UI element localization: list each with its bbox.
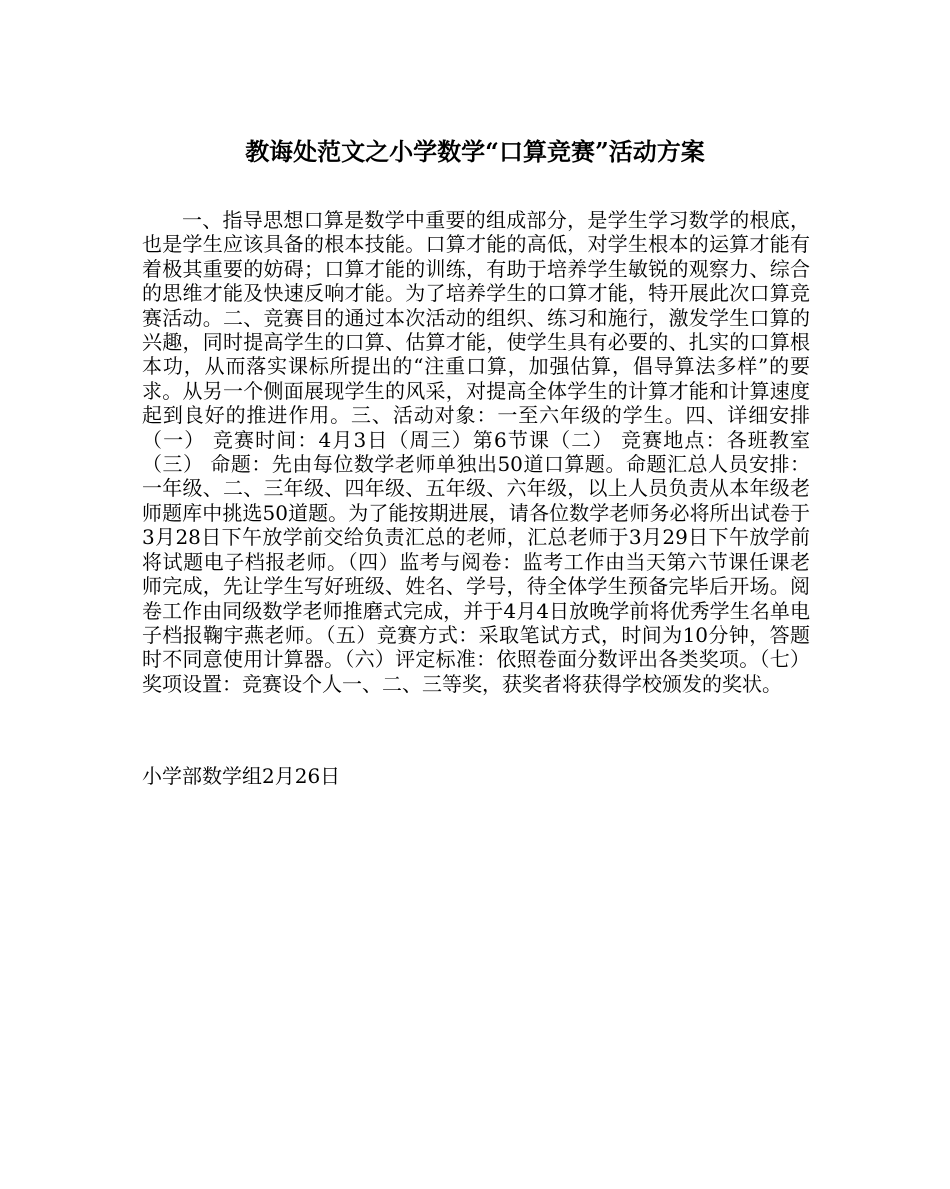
document-signature: 小学部数学组2月26日 [142,764,341,788]
document-title: 教诲处范文之小学数学“口算竞赛”活动方案 [245,137,705,166]
document-body: 一、指导思想口算是数学中重要的组成部分，是学生学习数学的根底，也是学生应该具备的根本技能。口算才能的高低，对学生根本的运算才能有着极其重要的妨碍；口算才能的训练，有助于培养学生敏锐的观察力、综合的思维才能及快速反响才能。为了培养学生的口算才能，特开展此次口算竞赛活动。二、竞赛目的通过本次活动的组织、练习和施行，激发学生口算的兴趣，同时提高学生的口算、估算才能，使学生具有必要的、扎实的口算根本功，从而落实课标所提出的“注重口算，加强估算，倡导算法多样”的要求。从另一个侧面展现学生的风采，对提高全体学生的计算才能和计算速度起到良好的推进作用。三、活动对象：一至六年级的学生。四、详细安排（一） 竞赛时间：4月3日（周三）第6节课（二） 竞赛地点：各班教室（三） 命题：先由每位数学老师单独出50道口算题。命题汇总人员安排：一年级、二、三年级、四年级、五年级、六年级，以上人员负责从本年级老师题库中挑选50道题。为了能按期进展，请各位数学老师务必将所出试卷于3月28日下午放学前交给负责汇总的老师，汇总老师于3月29日下午放学前将试题电子档报老师。（四）监考与阅卷：监考工作由当天第六节课任课老师完成，先让学生写好班级、姓名、学号，待全体学生预备完毕后开场。阅卷工作由同级数学老师推磨式完成，并于4月4日放晚学前将优秀学生名单电子档报鞠宇燕老师。（五）竞赛方式：采取笔试方式，时间为10分钟，答题时不同意使用计算器。（六）评定标准：依照卷面分数评出各类奖项。（七）奖项设置：竞赛设个人一、二、三等奖，获奖者将获得学校颁发的奖状。 [142,208,810,696]
